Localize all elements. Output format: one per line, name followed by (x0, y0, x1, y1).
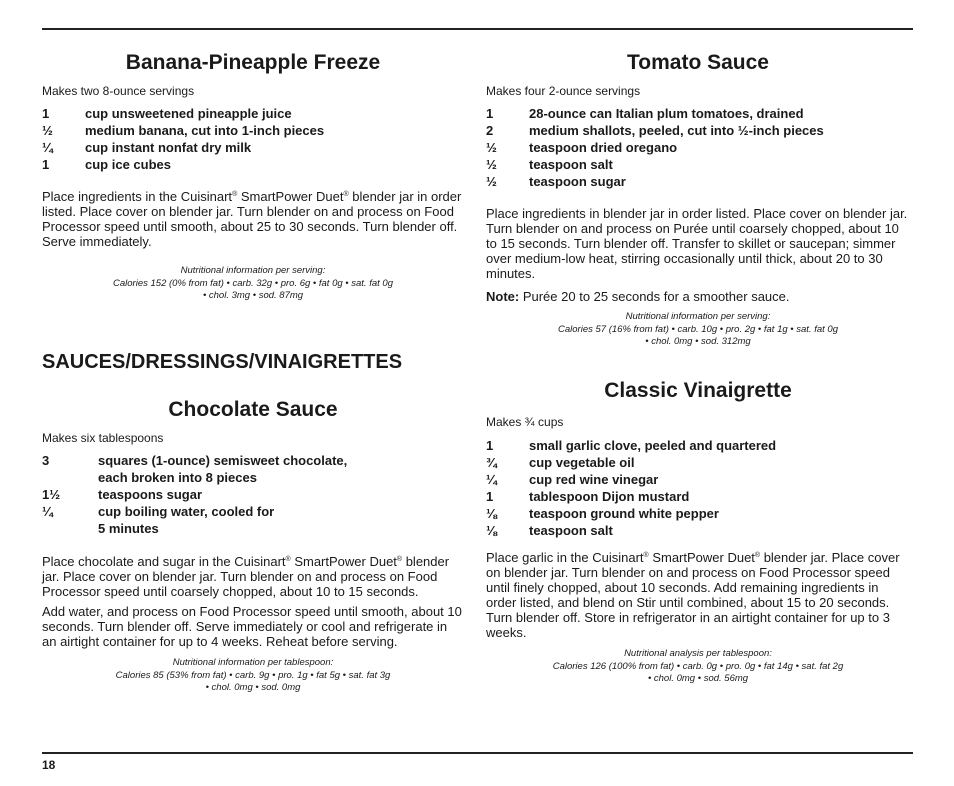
ingredient-row: 2 medium shallots, peeled, cut into ½-inch pieces (486, 123, 824, 138)
recipe-yield-banana: Makes two 8-ounce servings (42, 84, 195, 98)
directions-chocolate-2: Add water, and process on Food Processor speed until smooth, about 10 seconds. Turn blender off. Serve immediately or cool and refrigerate in an airtight container for up to 4 weeks. Reheat before serving. (42, 604, 462, 649)
ingredient-list-tomato (486, 105, 910, 190)
ingredient-row: ½ medium banana, cut into 1-inch pieces (42, 123, 325, 138)
ingredient-row: 1 cup ice cubes (42, 157, 171, 172)
note-tomato: Note: Purée 20 to 25 seconds for a smoother sauce. (486, 289, 790, 304)
ingredient-row: ¾ cup vegetable oil (486, 455, 635, 470)
ingredient-row: 1 28-ounce can Italian plum tomatoes, drained (486, 106, 804, 121)
ingredient-row: 1 small garlic clove, peeled and quartered (486, 438, 777, 453)
recipe-title-banana: Banana-Pineapple Freeze (125, 51, 381, 74)
recipe-yield-chocolate: Makes six tablespoons (42, 431, 164, 445)
directions-banana: Place ingredients in the Cuisinart® SmartPower Duet® blender jar in order listed. Place cover on blender jar. Turn blender on and process on Food Processor speed until smooth, about 25 to 30 seconds. Turn blender off. Serve immediately. (42, 189, 462, 249)
nutrition-info-tomato: Nutritional information per serving: Calories 57 (16% from fat) • carb. 10g • pro. 2g • fat 1g • sat. fat 0g • chol. 0mg • sod. 312mg (558, 311, 838, 347)
recipe-yield-tomato: Makes four 2-ounce servings (486, 84, 641, 98)
nutrition-info-banana: Nutritional information per serving: Calories 152 (0% from fat) • carb. 32g • pro. 6g • fat 0g • sat. fat 0g • chol. 3mg • sod. 87mg (113, 265, 393, 301)
bottom-rule (42, 752, 913, 754)
ingredient-row: ½ teaspoon salt (486, 157, 613, 172)
nutrition-info-vinaigrette: Nutritional analysis per tablespoon: Calories 126 (100% from fat) • carb. 0g • pro. 0g • fat 14g • sat. fat 2g • chol. 0mg • sod. 56mg (552, 648, 844, 684)
recipe-yield-vinaigrette: Makes ¾ cups (486, 415, 564, 429)
recipe-title-chocolate: Chocolate Sauce (168, 398, 338, 421)
ingredient-row: ⅛ teaspoon salt (486, 523, 613, 538)
ingredient-row: ½ teaspoon dried oregano (486, 140, 678, 155)
ingredient-row: 1 tablespoon Dijon mustard (486, 489, 690, 504)
ingredient-row: ½ teaspoon sugar (486, 174, 626, 189)
ingredient-row: ¼ cup boiling water, cooled for (42, 504, 275, 519)
ingredient-row: 3 squares (1-ounce) semisweet chocolate, (42, 453, 348, 468)
top-rule (42, 28, 913, 30)
ingredient-list-vinaigrette (486, 437, 910, 539)
ingredient-row-continued: 5 minutes (98, 521, 159, 536)
page-number: 18 (42, 758, 56, 772)
ingredient-list-banana (42, 105, 464, 173)
ingredient-list-chocolate (42, 452, 464, 537)
nutrition-info-chocolate: Nutritional information per tablespoon: Calories 85 (53% from fat) • carb. 9g • pro. 1g • fat 5g • sat. fat 3g • chol. 0mg • sod. 0mg (115, 657, 391, 693)
section-heading: SAUCES/DRESSINGS/VINAIGRETTES (42, 351, 403, 373)
directions-chocolate-1: Place chocolate and sugar in the Cuisinart® SmartPower Duet® blender jar. Place cover on blender jar. Turn blender on and process on Food Processor speed until coarsely chopped, about 10 to 15 seconds. (42, 554, 450, 599)
ingredient-row: ¼ cup red wine vinegar (486, 472, 659, 487)
recipe-title-vinaigrette: Classic Vinaigrette (604, 379, 792, 402)
recipe-title-tomato: Tomato Sauce (627, 51, 769, 74)
directions-tomato: Place ingredients in blender jar in order listed. Place cover on blender jar. Turn blender on and process on Purée until coarsely chopped, about 10 to 15 seconds. Turn blender off. Transfer to skillet or saucepan; simmer over medium-low heat, stirring occasionally until thick, about 20 to 30 minutes. (486, 206, 908, 281)
ingredient-row: 1½ teaspoons sugar (42, 487, 203, 502)
ingredient-row: 1 cup unsweetened pineapple juice (42, 106, 292, 121)
ingredient-row: ¼ cup instant nonfat dry milk (42, 140, 252, 155)
directions-vinaigrette: Place garlic in the Cuisinart® SmartPower Duet® blender jar. Place cover on blender jar. Turn blender on and process on Food Processor speed until finely chopped, about 10 seconds. Add remaining ingredients in order listed, and blend on Stir until combined, about 15 to 20 seconds. Turn blender off. Store in refrigerator in an airtight container for up to 3 weeks. (486, 550, 900, 640)
ingredient-row: ⅛ teaspoon ground white pepper (486, 506, 719, 521)
ingredient-row-continued: each broken into 8 pieces (98, 470, 257, 485)
